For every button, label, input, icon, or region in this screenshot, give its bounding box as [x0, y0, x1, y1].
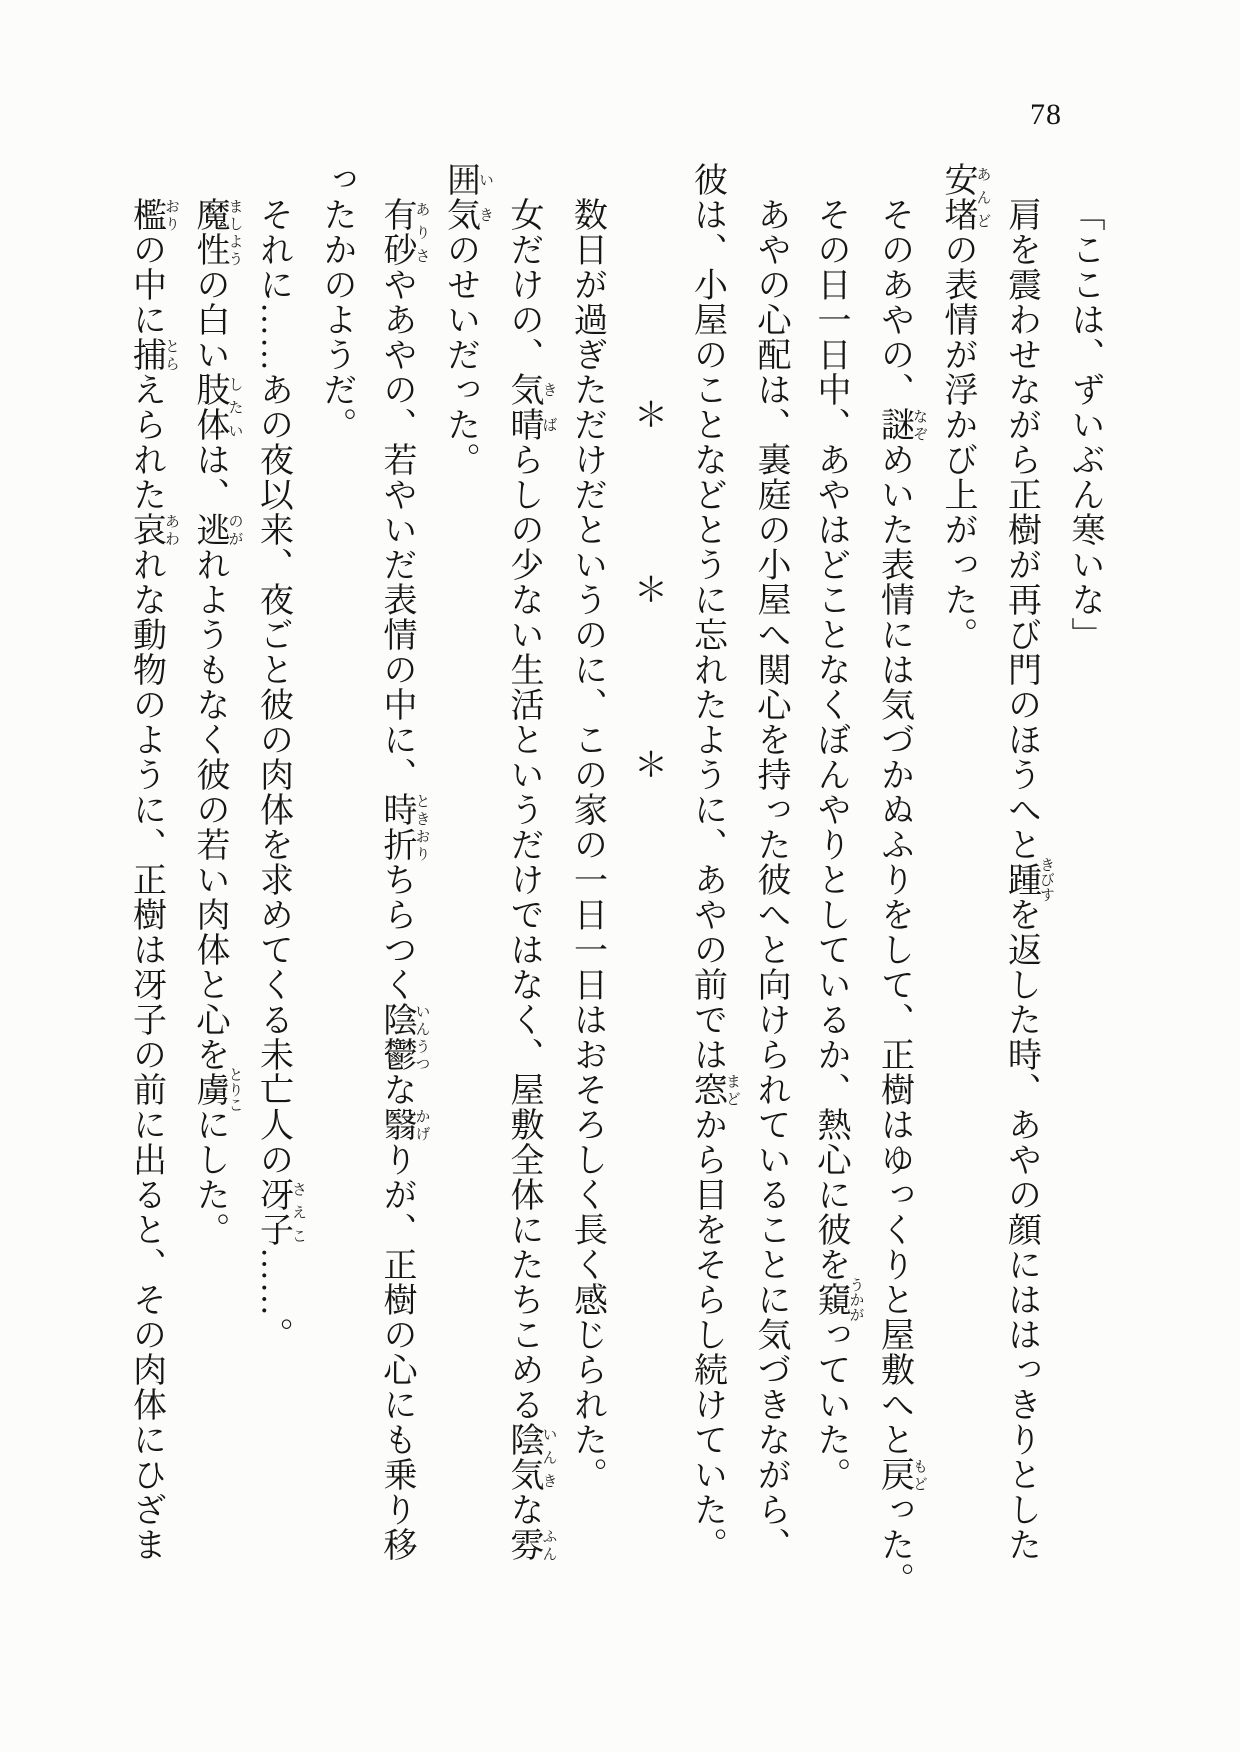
furigana-annotated-word: 雰ふん	[505, 1527, 557, 1562]
text-column-continuation: 彼は、小屋のことなどとうに忘れたように、あやの前では窓まどから目をそらし続けていた。	[688, 162, 740, 1562]
furigana-annotated-word: 肢体したい	[191, 372, 243, 442]
text-column-paragraph-start: 魔性ましようの白い肢体したいは、逃のがれようもなく彼の若い肉体と心を虜とりこにした。	[191, 197, 243, 1247]
furigana-annotated-word: 陰鬱いんうつ	[378, 1002, 430, 1072]
furigana-annotated-word: 冴子さえこ	[254, 1177, 306, 1247]
text-column-paragraph-start: 檻おりの中に捕とらえられた哀あわれな動物のように、正樹は冴子の前に出ると、その肉体にひざま	[127, 197, 179, 1562]
furigana-annotated-word: 有砂ありさ	[378, 197, 430, 267]
furigana-annotated-word: 虜とりこ	[191, 1067, 243, 1112]
furigana-annotated-word: 翳かげ	[378, 1107, 430, 1142]
text-column-paragraph-start: それに……あの夜以来、夜ごと彼の肉体を求めてくる未亡人の冴子さえこ……。	[254, 197, 306, 1352]
furigana-annotated-word: 気晴きば	[505, 372, 557, 442]
text-block	[127, 162, 1114, 1617]
text-column-continuation: 囲気いきのせいだった。	[441, 162, 493, 477]
text-column-paragraph-start: 肩を震わせながら正樹が再び門のほうへと踵きびすを返した時、あやの顔にははっきりとした	[1002, 197, 1054, 1562]
furigana-annotated-word: 陰気いんき	[505, 1422, 557, 1492]
furigana-annotated-word: 檻おり	[127, 197, 179, 232]
text-column-paragraph-start: 女だけの、気晴きばらしの少ない生活というだけではなく、屋敷全体にたちこめる陰気いんきな雰ふん	[505, 197, 557, 1562]
page-number: 78	[1030, 98, 1062, 131]
text-column-paragraph-start: その日一日中、あやはどことなくぼんやりとしているか、熱心に彼を窺うかがっていた。	[812, 197, 864, 1492]
text-column-continuation: 安堵あんどの表情が浮かび上がった。	[939, 162, 991, 652]
text-column-paragraph-start: そのあやの、謎なぞめいた表情には気づかぬふりをして、正樹はゆっくりと屋敷へと戻もどった。	[875, 197, 927, 1597]
furigana-annotated-word: 逃のが	[191, 512, 243, 547]
furigana-annotated-word: 捕とら	[127, 337, 179, 372]
section-separator: ＊ ＊ ＊	[628, 397, 666, 782]
text-column-continuation: ったかのようだ。	[318, 162, 355, 442]
furigana-annotated-word: 謎なぞ	[875, 407, 927, 442]
furigana-annotated-word: 安堵あんど	[939, 162, 991, 232]
furigana-annotated-word: 哀あわ	[127, 512, 179, 547]
furigana-annotated-word: 踵きびす	[1002, 857, 1054, 902]
furigana-annotated-word: 戻もど	[875, 1457, 927, 1492]
furigana-annotated-word: 魔性ましよう	[191, 197, 243, 267]
text-column-paragraph-start: 「ここは、ずいぶん寒いな」	[1066, 197, 1103, 652]
text-column-paragraph-start: 有砂ありさやあやの、若やいだ表情の中に、時折ときおりちらつく陰鬱いんうつな翳かげりが、正樹の心にも乗り移	[378, 197, 430, 1562]
text-column-paragraph-start: あやの心配は、裏庭の小屋へ関心を持った彼へと向けられていることに気づきながら、	[752, 197, 789, 1562]
furigana-annotated-word: 囲気いき	[441, 162, 493, 232]
furigana-annotated-word: 窓まど	[688, 1072, 740, 1107]
text-column-paragraph-start: 数日が過ぎただけだというのに、この家の一日一日はおそろしく長く感じられた。	[568, 197, 606, 1492]
furigana-annotated-word: 時折ときおり	[378, 792, 430, 862]
furigana-annotated-word: 窺うかが	[812, 1277, 864, 1322]
